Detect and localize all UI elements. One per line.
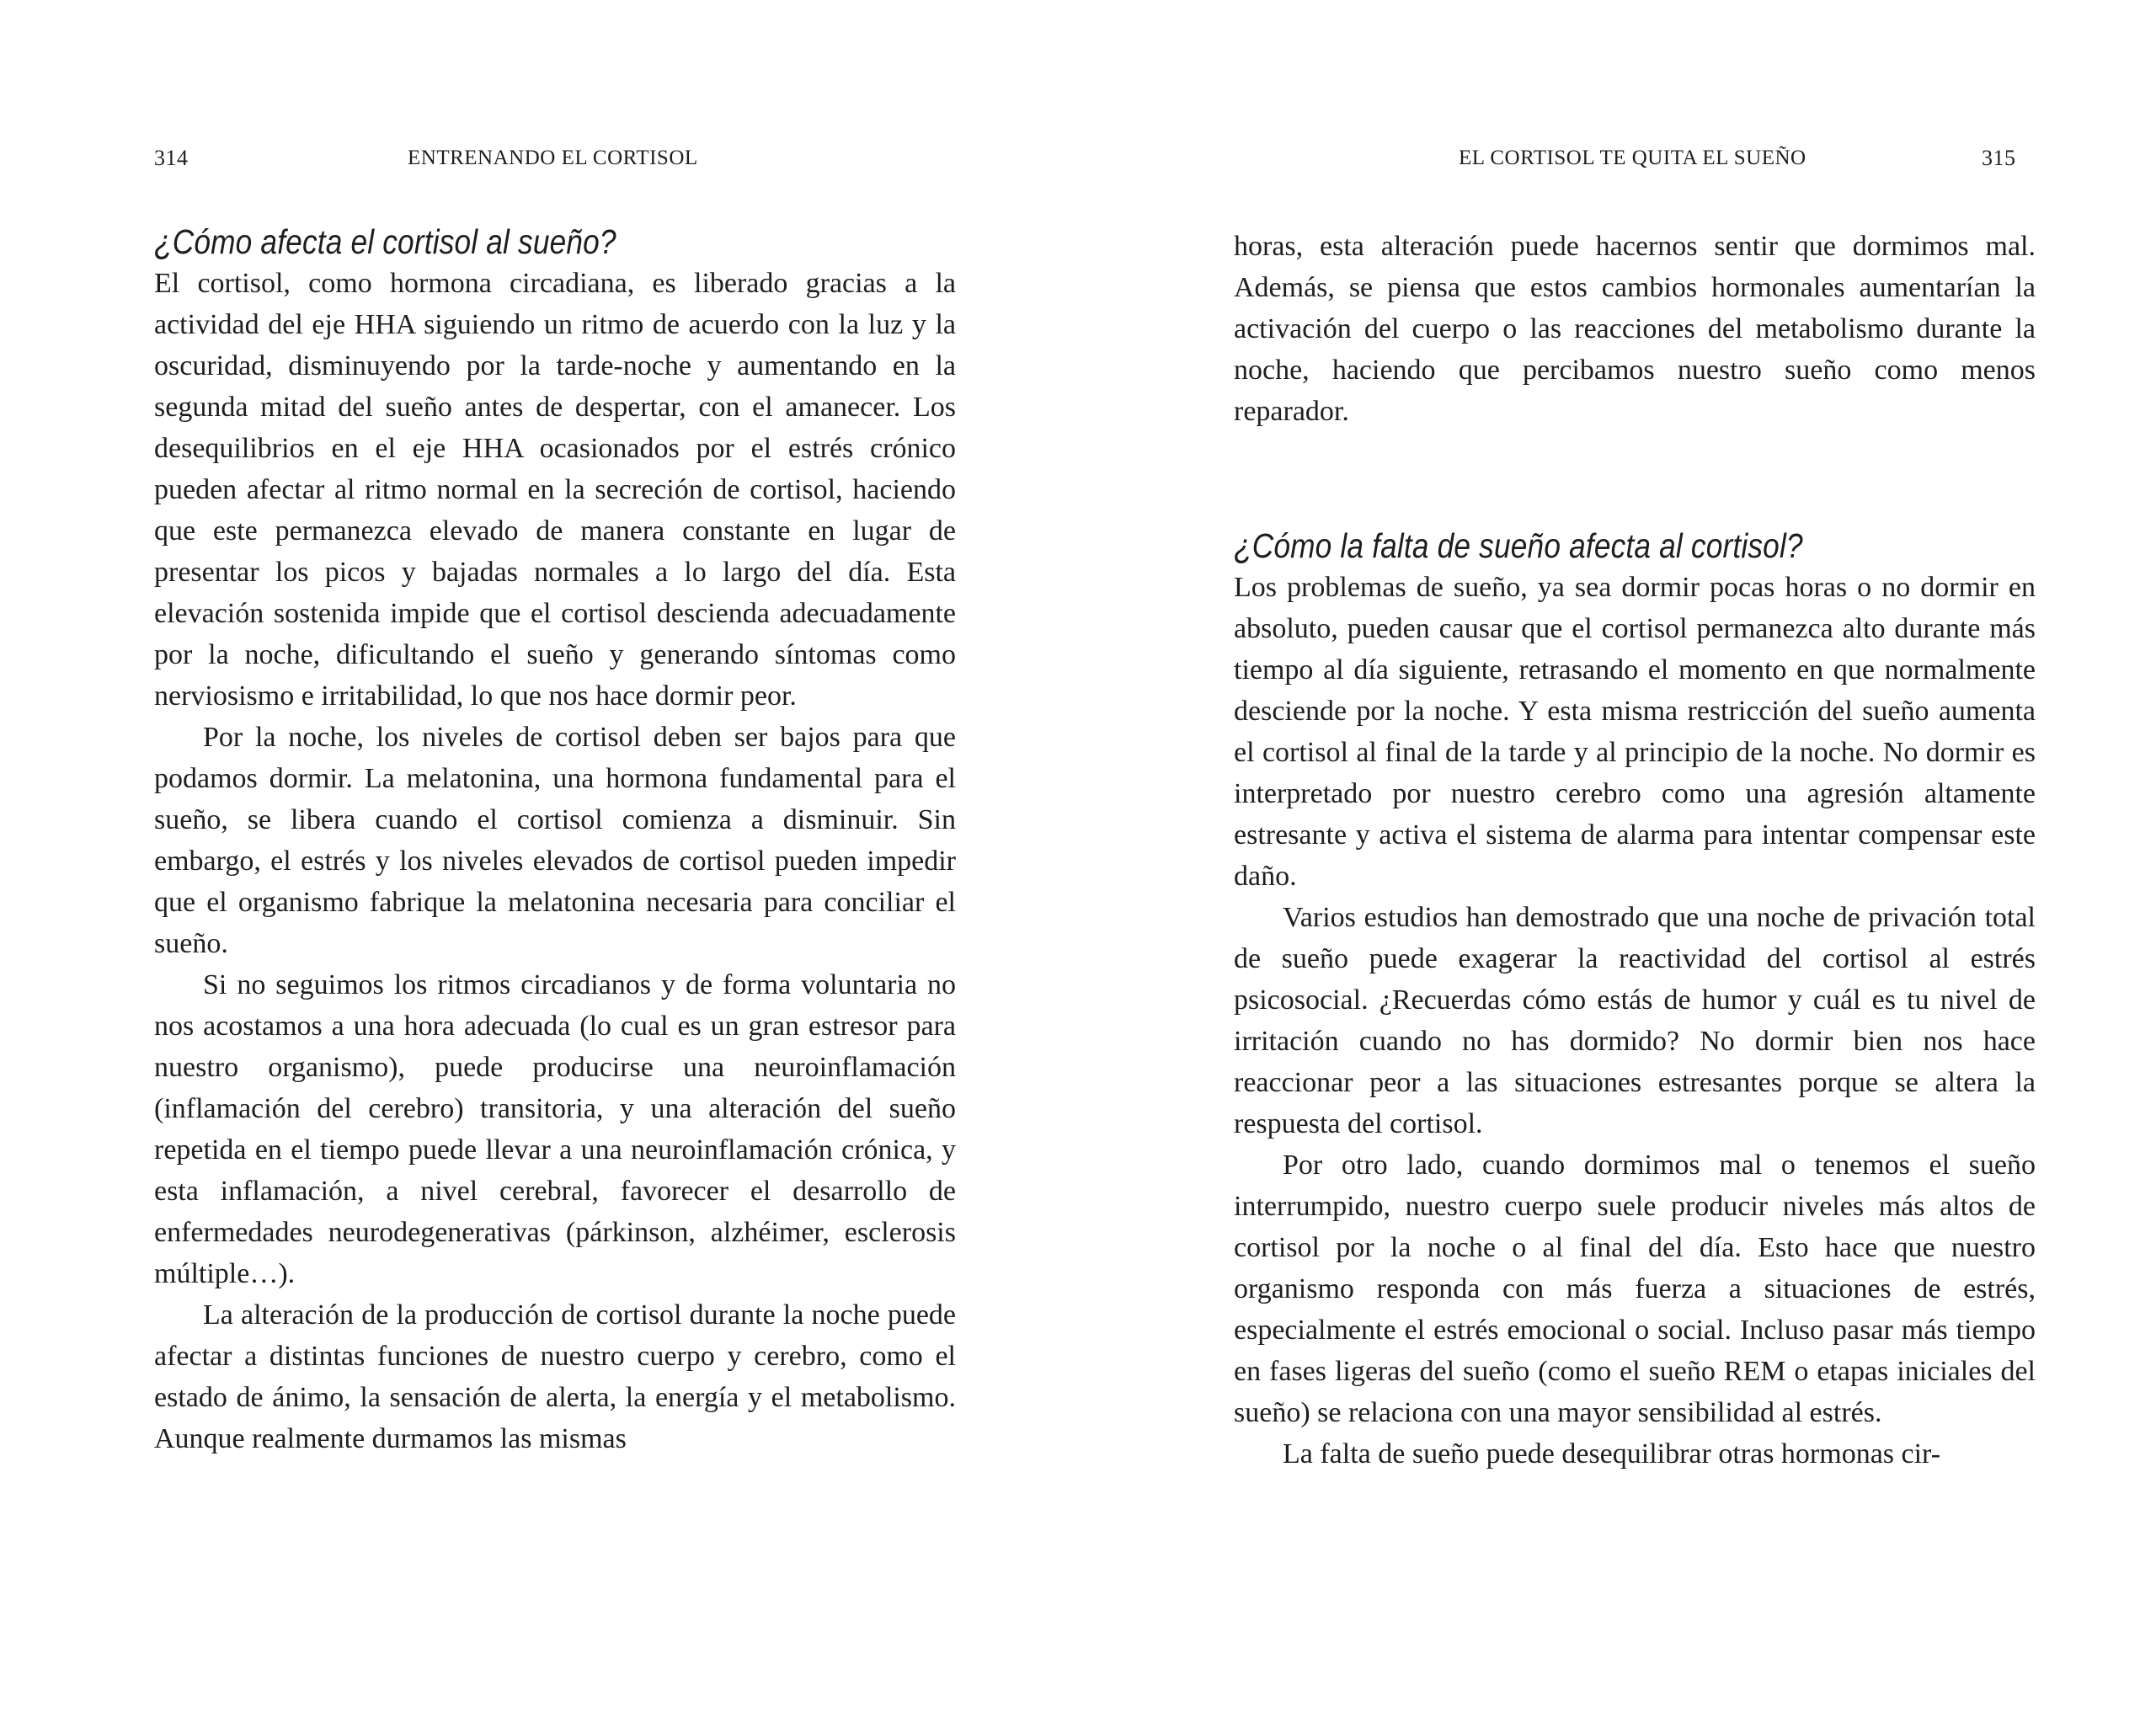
- paragraph: La falta de sueño puede desequilibrar otras hormonas cir-: [1283, 1438, 1941, 1470]
- right-page: [1078, 0, 2156, 1723]
- running-head: EL CORTISOL TE QUITA EL SUEÑO: [1459, 147, 1806, 169]
- paragraph: Por otro lado, cuando dormimos mal o tenemos el sueño interrumpido, nuestro cuerpo suele producir niveles más altos de cortisol por la noche o al final del día. Esto hace que nuestro organismo responda con más fuerza a situaciones de estrés, especialmente el estrés emocional o social. Incluso pasar más tiempo en fases ligeras del sueño (como el sueño REM o etapas iniciales del sueño) se relaciona con una mayor sensibilidad al estrés.: [1234, 1150, 2036, 1428]
- paragraph: Los problemas de sueño, ya sea dormir pocas horas o no dormir en absoluto, pueden causar que el cortisol permanezca alto durante más tiempo al día siguiente, retrasando el momento en que normalmente desciende por la noche. Y esta misma restricción del sueño aumenta el cortisol al final de la tarde y al principio de la noche. No dormir es interpretado por nuestro cerebro como una agresión altamente estresante y activa el sistema de alarma para intentar compensar este daño.: [1234, 572, 2036, 892]
- section-heading: ¿Cómo la falta de sueño afecta al cortisol?: [1234, 526, 1803, 565]
- page-number: 314: [154, 146, 189, 170]
- continuation-paragraph: horas, esta alteración puede hacernos sentir que dormimos mal. Además, se piensa que estos cambios hormonales aumentarían la activación del cuerpo o las reacciones del metabolismo durante la noche, haciendo que percibamos nuestro sueño como menos reparador.: [1234, 231, 2036, 427]
- running-head: ENTRENANDO EL CORTISOL: [408, 147, 698, 169]
- section-heading: ¿Cómo afecta el cortisol al sueño?: [154, 222, 616, 261]
- paragraph: Varios estudios han demostrado que una noche de privación total de sueño puede exagerar la reactividad del cortisol al estrés psicosocial. ¿Recuerdas cómo estás de humor y cuál es tu nivel de irritación cuando no has dormido? No dormir bien nos hace reaccionar peor a las situaciones estresantes porque se altera la respuesta del cortisol.: [1234, 902, 2036, 1139]
- page-body: [154, 221, 956, 1459]
- paragraph: Si no seguimos los ritmos circadianos y de forma voluntaria no nos acostamos a una hora adecuada (lo cual es un gran estresor para nuestro organismo), puede producirse una neuroinflamación (inflamación del cerebro) transitoria, y una alteración del sueño repetida en el tiempo puede llevar a una neuroinflamación crónica, y esta inflamación, a nivel cerebral, favorecer el desarrollo de enfermedades neurodegenerativas (párkinson, alzhéimer, esclerosis múltiple…).: [154, 969, 956, 1289]
- page-body: [1234, 226, 2036, 1475]
- paragraph: El cortisol, como hormona circadiana, es liberado gracias a la actividad del eje HHA siguiendo un ritmo de acuerdo con la luz y la oscuridad, disminuyendo por la tarde-noche y aumentando en la segunda mitad del sueño antes de despertar, con el amanecer. Los desequilibrios en el eje HHA ocasionados por el estrés crónico pueden afectar al ritmo normal en la secreción de cortisol, haciendo que este permanezca elevado de manera constante en lugar de presentar los picos y bajadas normales a lo largo del día. Esta elevación sostenida impide que el cortisol descienda adecuadamente por la noche, dificultando el sueño y generando síntomas como nerviosismo e irritabilidad, lo que nos hace dormir peor.: [154, 268, 956, 712]
- page-number: 315: [1982, 146, 2016, 170]
- paragraph: La alteración de la producción de cortisol durante la noche puede afectar a distintas funciones de nuestro cuerpo y cerebro, como el estado de ánimo, la sensación de alerta, la energía y el metabolismo. Aunque realmente durmamos las mismas: [154, 1299, 956, 1454]
- paragraph: Por la noche, los niveles de cortisol deben ser bajos para que podamos dormir. La melatonina, una hormona fundamental para el sueño, se libera cuando el cortisol comienza a disminuir. Sin embargo, el estrés y los niveles elevados de cortisol pueden impedir que el organismo fabrique la melatonina necesaria para conciliar el sueño.: [154, 722, 956, 959]
- section-spacer: [1234, 432, 2036, 525]
